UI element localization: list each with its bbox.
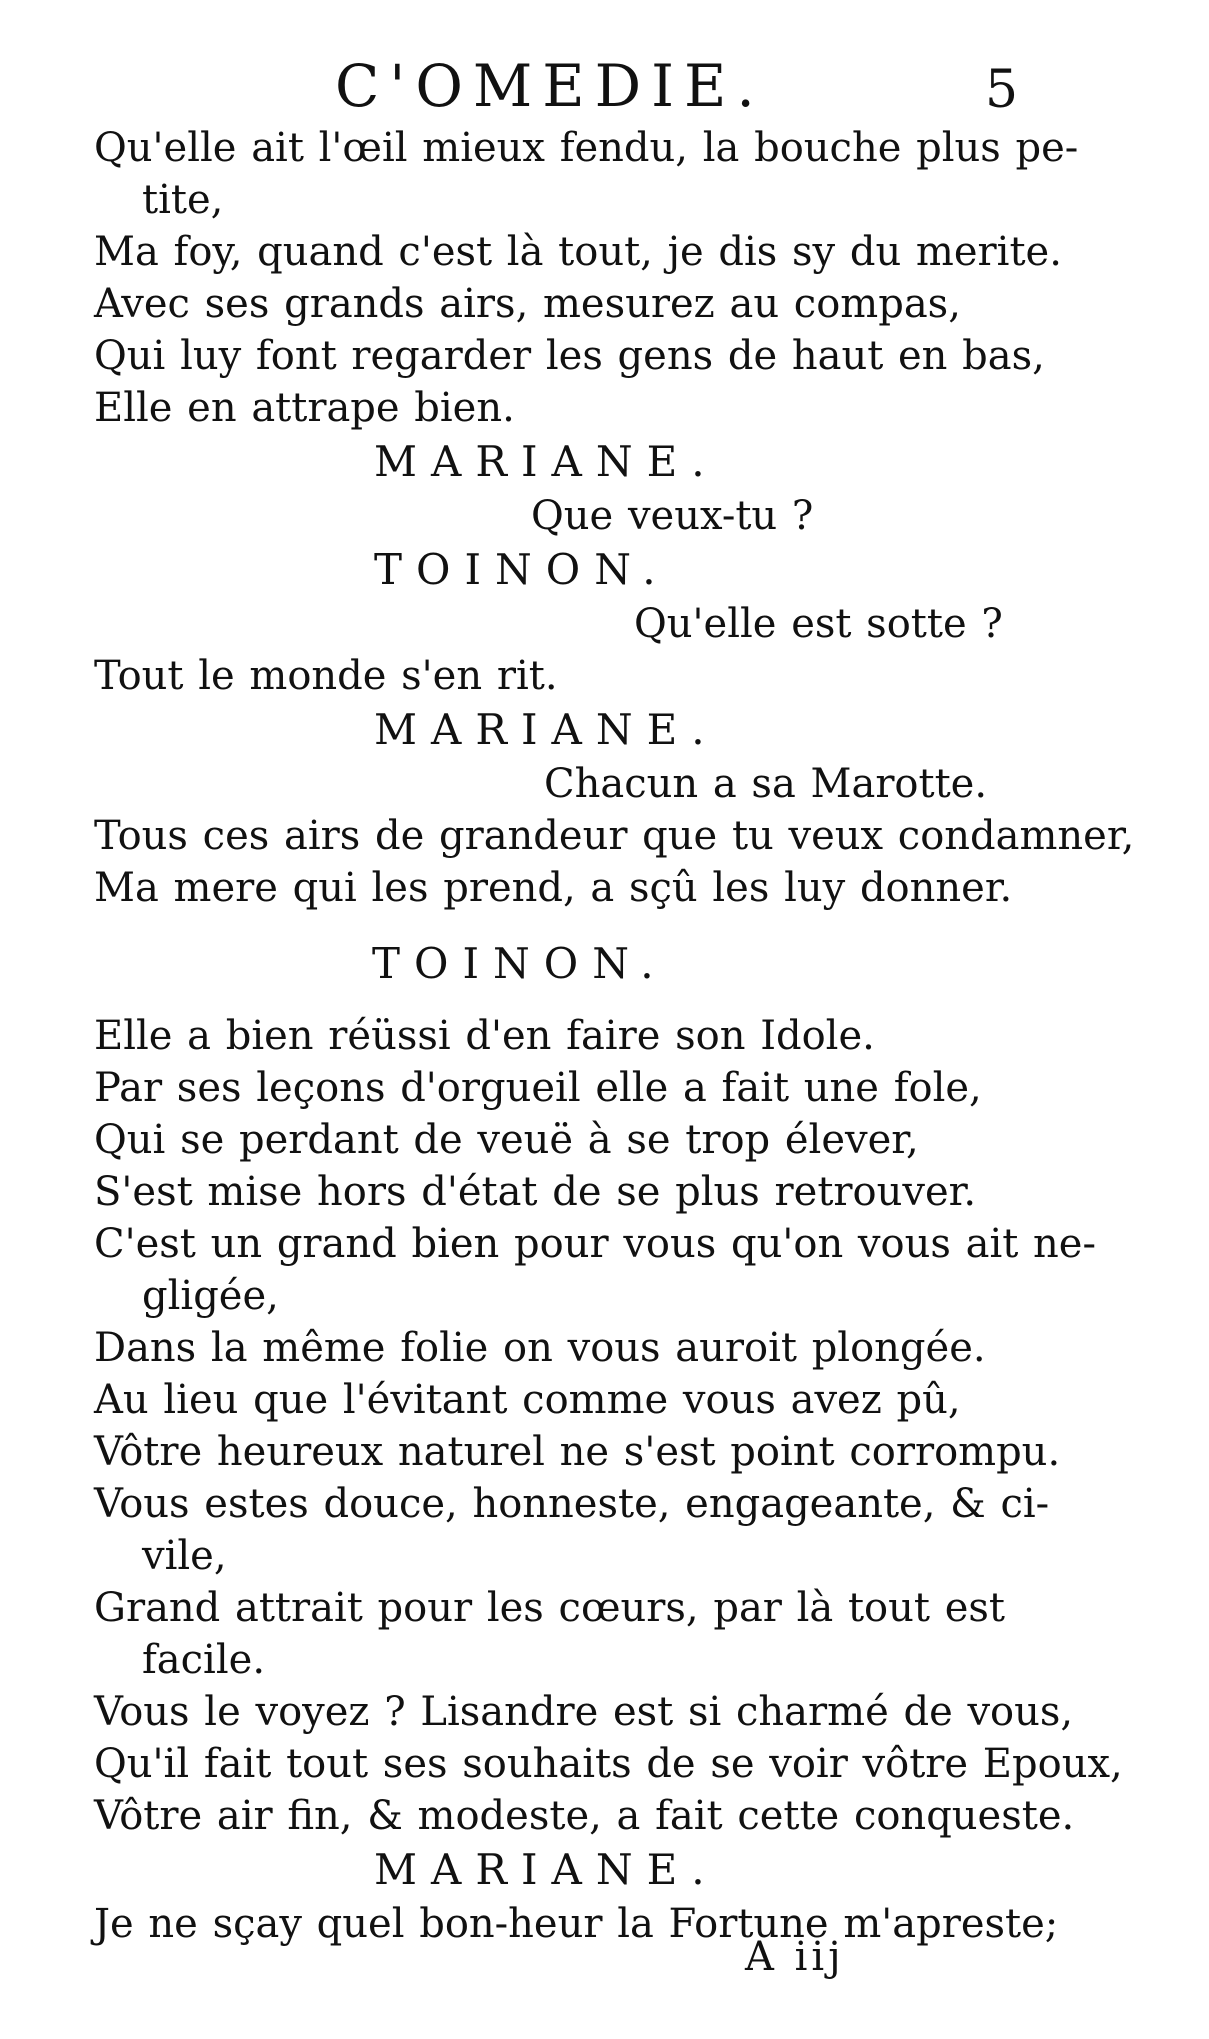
page-header — [0, 52, 1209, 122]
verse-line: Je ne sçay quel bon-heur la Fortune m'apreste; — [94, 1901, 1059, 1947]
verse-line: Ma mere qui les prend, a sçû les luy donner. — [94, 865, 1013, 911]
verse-line: Dans la même folie on vous auroit plongée. — [94, 1325, 986, 1371]
page-number: 5 — [985, 60, 1019, 120]
speaker-name: TOINON. — [372, 939, 668, 988]
verse-continuation: gligée, — [142, 1273, 279, 1319]
verse-line: Tout le monde s'en rit. — [94, 653, 558, 699]
verse-line: Vous le voyez ? Lisandre est si charmé de vous, — [94, 1689, 1074, 1735]
verse-line-indented: Qu'elle est sotte ? — [634, 601, 1003, 647]
verse-line: Vôtre heureux naturel ne s'est point corrompu. — [94, 1429, 1061, 1475]
verse-line: Au lieu que l'évitant comme vous avez pû, — [94, 1377, 961, 1423]
verse-line: Vôtre air fin, & modeste, a fait cette conqueste. — [94, 1793, 1075, 1839]
verse-line: C'est un grand bien pour vous qu'on vous ait ne- — [94, 1221, 1096, 1267]
speaker-name: MARIANE. — [374, 437, 719, 486]
verse-line-indented: Chacun a sa Marotte. — [544, 761, 988, 807]
signature-mark: A iij — [745, 1934, 845, 1980]
verse-continuation: facile. — [142, 1637, 266, 1683]
verse-line: Qu'elle ait l'œil mieux fendu, la bouche plus pe- — [94, 125, 1079, 171]
verse-line: Par ses leçons d'orgueil elle a fait une fole, — [94, 1065, 982, 1111]
verse-line: Grand attrait pour les cœurs, par là tout est — [94, 1585, 1005, 1631]
speaker-name: MARIANE. — [374, 705, 719, 754]
verse-line: Tous ces airs de grandeur que tu veux condamner, — [94, 813, 1135, 859]
verse-line: Qui luy font regarder les gens de haut en bas, — [94, 333, 1045, 379]
speaker-name: TOINON. — [374, 545, 670, 594]
running-title: C'OMEDIE. — [335, 52, 765, 120]
verse-line: Ma foy, quand c'est là tout, je dis sy du merite. — [94, 229, 1062, 275]
verse-line: S'est mise hors d'état de se plus retrouver. — [94, 1169, 977, 1215]
verse-line: Elle en attrape bien. — [94, 385, 515, 431]
verse-line: Vous estes douce, honneste, engageante, & ci- — [94, 1481, 1050, 1527]
verse-continuation: vile, — [142, 1533, 227, 1579]
verse-line: Avec ses grands airs, mesurez au compas, — [94, 281, 961, 327]
speaker-name: MARIANE. — [374, 1845, 719, 1894]
verse-line: Elle a bien réüssi d'en faire son Idole. — [94, 1013, 875, 1059]
verse-continuation: tite, — [142, 177, 224, 223]
verse-line-indented: Que veux-tu ? — [531, 493, 814, 539]
play-text — [94, 122, 1135, 1950]
verse-line: Qu'il fait tout ses souhaits de se voir vôtre Epoux, — [94, 1741, 1123, 1787]
verse-line: Qui se perdant de veuë à se trop élever, — [94, 1117, 919, 1163]
